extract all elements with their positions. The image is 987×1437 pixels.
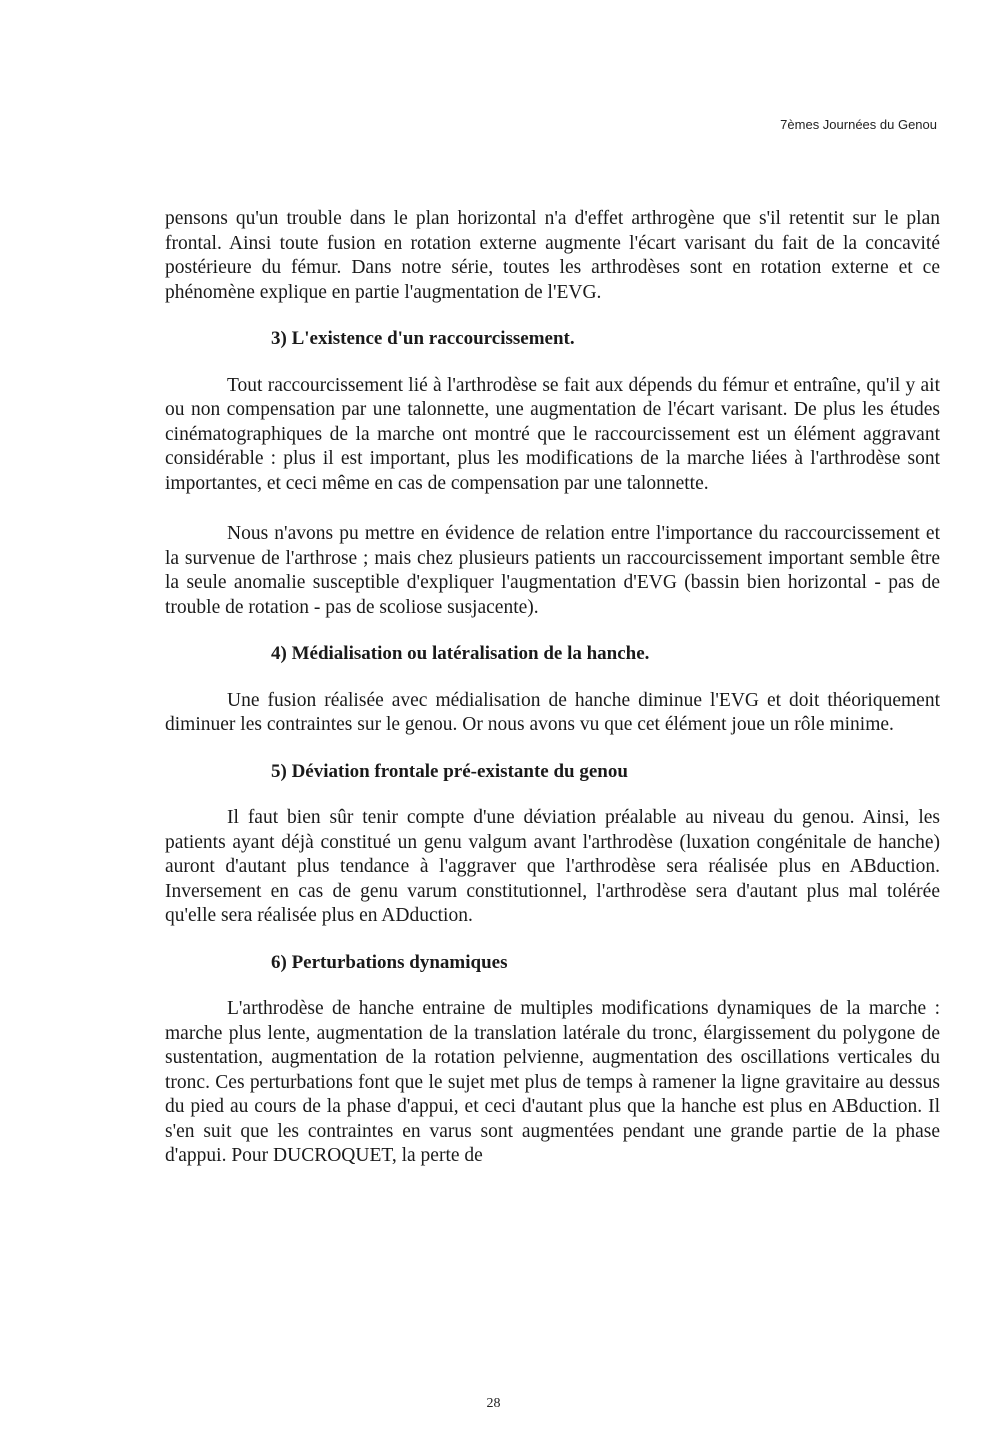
section-heading-5: 5) Déviation frontale pré-existante du genou (271, 760, 628, 782)
paragraph-1: pensons qu'un trouble dans le plan horizontal n'a d'effet arthrogène que s'il retentit sur le plan frontal. Ainsi toute fusion en rotation externe augmente l'écart varisant du fait de la concavité postérieure du fémur. Dans notre série, toutes les arthrodèses sont en rotation externe et ce phénomène explique en partie l'augmentation de l'EVG. (165, 208, 940, 303)
page-number: 28 (486, 1396, 501, 1411)
section-heading-6: 6) Perturbations dynamiques (271, 951, 508, 973)
paragraph-2: Tout raccourcissement lié à l'arthrodèse se fait aux dépends du fémur et entraîne, qu'il y ait ou non compensation par une talonnette, une augmentation de l'écart varisant. De plus les études cinématographiques de la marche ont montré que le raccourcissement est un élément aggravant considérable : plus il est important, plus les modifications de la marche liées à l'arthrodèse sont importantes, et ceci même en cas de compensation par une talonnette. (165, 374, 940, 494)
paragraph-6: L'arthrodèse de hanche entraine de multiples modifications dynamiques de la marche : marche plus lente, augmentation de la translation latérale du tronc, élargissement du polygone de sustentation, augmentation de la rotation pelvienne, augmentation des oscillations verticales du tronc. Ces perturbations font que le sujet met plus de temps à ramener la ligne gravitaire au dessus du pied au cours de la phase d'appui, et ceci d'autant plus que la hanche est plus en ABduction. Il s'en suit que les contraintes en varus sont augmentées pendant une grande partie de la phase d'appui. Pour DUCROQUET, la perte de (165, 998, 940, 1166)
running-header: 7èmes Journées du Genou (780, 117, 937, 132)
page-body (165, 207, 940, 1169)
paragraph-4: Une fusion réalisée avec médialisation de hanche diminue l'EVG et doit théoriquement diminuer les contraintes sur le genou. Or nous avons vu que cet élément joue un rôle minime. (165, 689, 940, 735)
section-heading-4: 4) Médialisation ou latéralisation de la hanche. (271, 643, 650, 664)
paragraph-3: Nous n'avons pu mettre en évidence de relation entre l'importance du raccourcissement et la survenue de l'arthrose ; mais chez plusieurs patients un raccourcissement important semble être la seule anomalie susceptible d'expliquer l'augmentation d'EVG (bassin bien horizontal - pas de trouble de rotation - pas de scoliose susjacente). (165, 523, 940, 618)
paragraph-5: Il faut bien sûr tenir compte d'une déviation préalable au niveau du genou. Ainsi, les patients ayant déjà constitué un genu valgum avant l'arthrodèse (luxation congénitale de hanche) auront d'autant plus tendance à l'aggraver que l'arthrodèse sera réalisée plus en ABduction. Inversement en cas de genu varum constitutionnel, l'arthrodèse sera d'autant plus mal tolérée qu'elle sera réalisée plus en ADduction. (165, 807, 940, 926)
section-heading-3: 3) L'existence d'un raccourcissement. (271, 328, 575, 349)
